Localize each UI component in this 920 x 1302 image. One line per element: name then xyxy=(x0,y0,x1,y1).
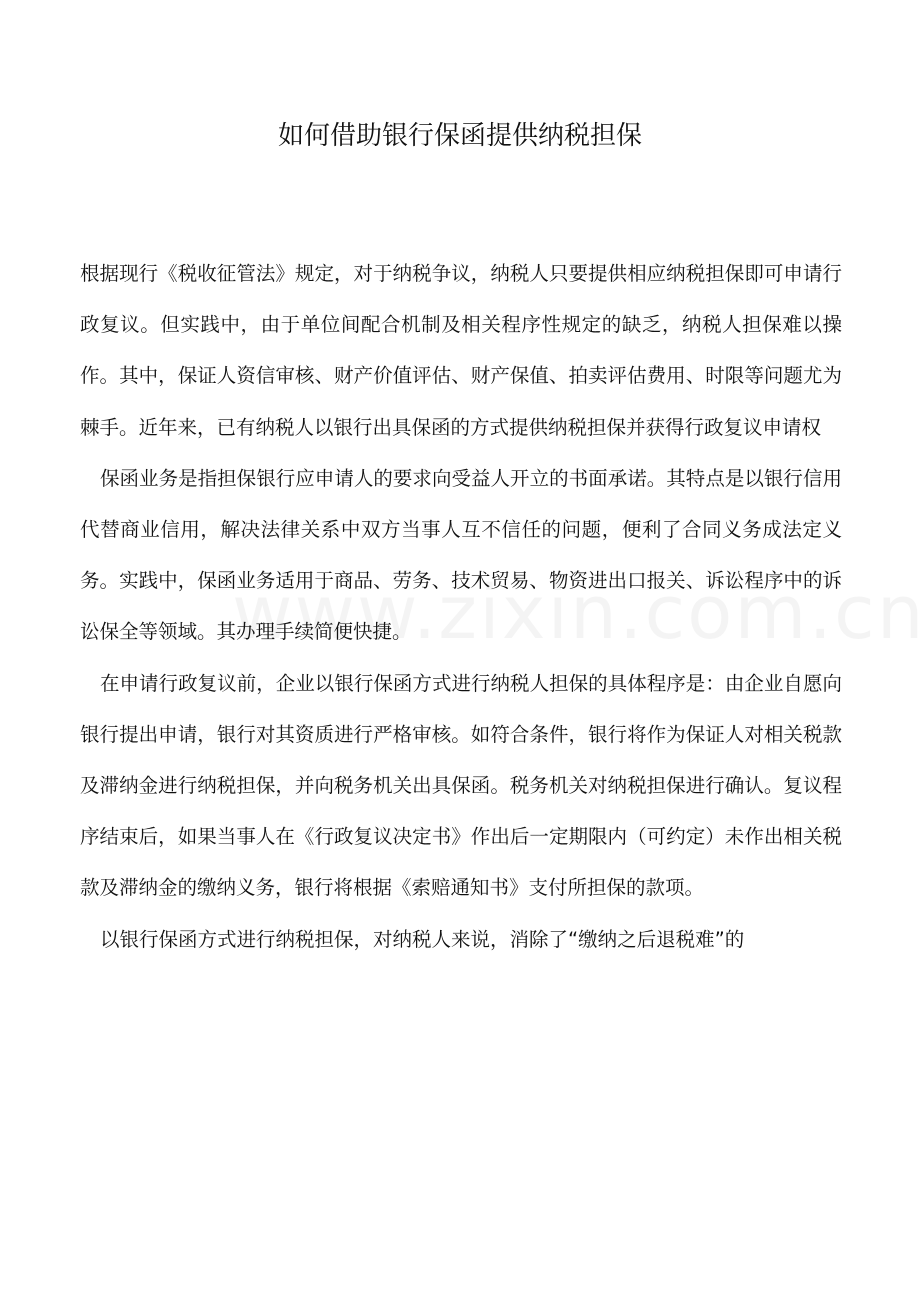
document-title: 如何借助银行保函提供纳税担保 xyxy=(277,121,642,151)
paragraph-3: 在申请行政复议前，企业以银行保函方式进行纳税人担保的具体程序是：由企业自愿向银行提出申请，银行对其资质进行严格审核。如符合条件，银行将作为保证人对相关税款及滞纳金进行纳税担保，并向税务机关出具保函。税务机关对纳税担保进行确认。复议程序结束后，如果当事人在《行政复议决定书》作出后一定期限内（可约定）未作出相关税款及滞纳金的缴纳义务，银行将根据《索赔通知书》支付所担保的款项。 xyxy=(80,671,842,900)
paragraph-2: 保函业务是指担保银行应申请人的要求向受益人开立的书面承诺。其特点是以银行信用代替商业信用，解决法律关系中双方当事人互不信任的问题，便利了合同义务成法定义务。实践中，保函业务适用于商品、劳务、技术贸易、物资进出口报关、诉讼程序中的诉讼保全等领域。其办理手续简便快捷。 xyxy=(80,466,842,644)
paragraph-1: 根据现行《税收征管法》规定，对于纳税争议，纳税人只要提供相应纳税担保即可申请行政复议。但实践中，由于单位间配合机制及相关程序性规定的缺乏，纳税人担保难以操作。其中，保证人资信审核、财产价值评估、财产保值、拍卖评估费用、时限等问题尤为棘手。近年来，已有纳税人以银行出具保函的方式提供纳税担保并获得行政复议申请权 xyxy=(80,262,842,439)
paragraph-4: 以银行保函方式进行纳税担保，对纳税人来说，消除了“缴纳之后退税难”的 xyxy=(100,927,745,951)
document-body xyxy=(80,248,842,965)
